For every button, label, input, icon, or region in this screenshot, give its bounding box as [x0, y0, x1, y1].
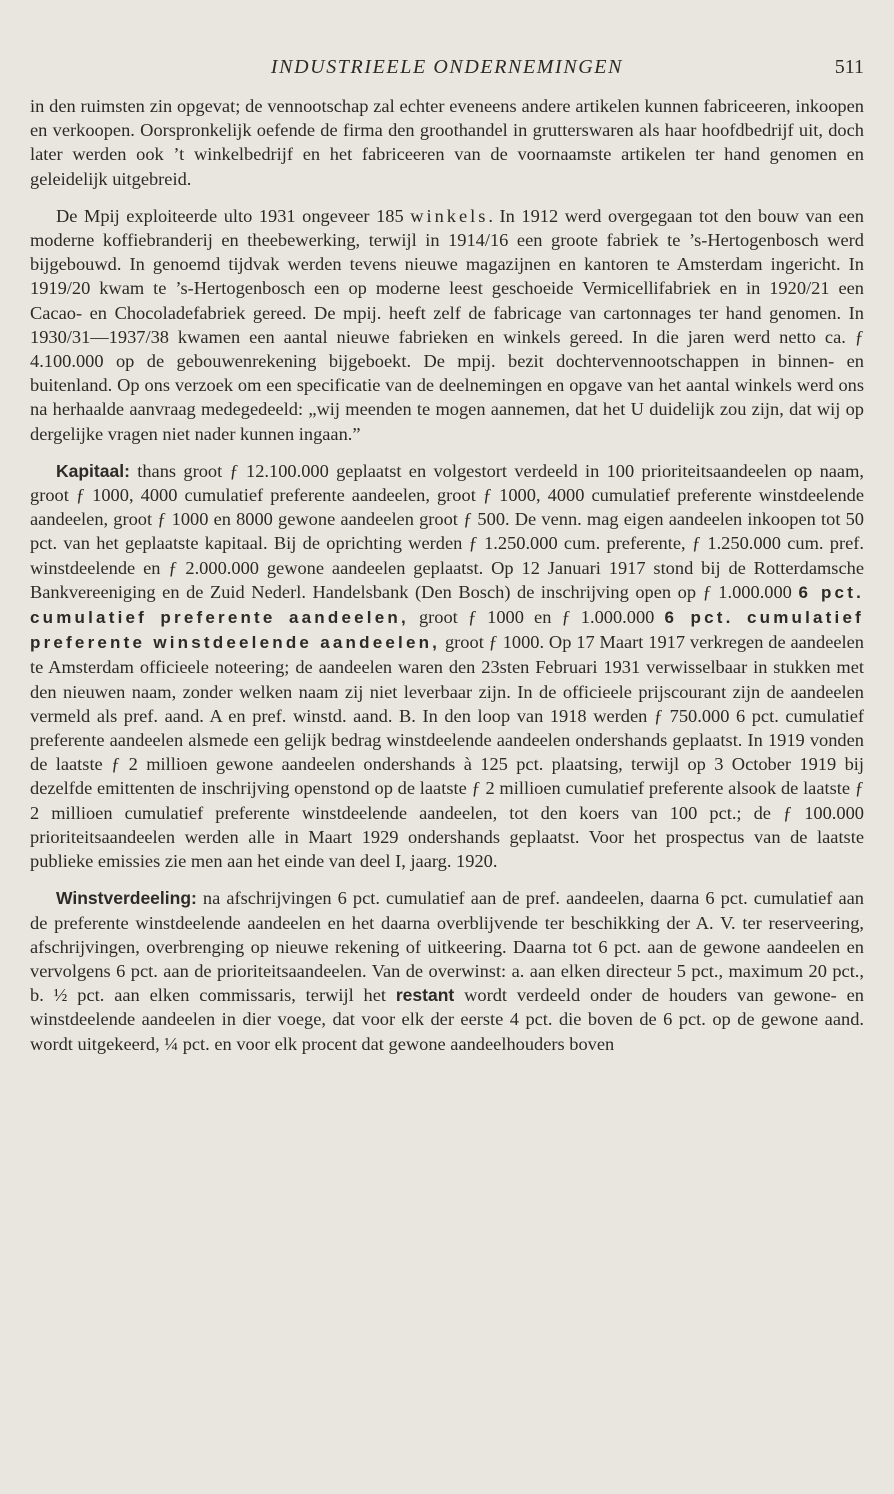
paragraph-text: na afschrijvingen 6 pct. cumulatief aan de pref. aandeelen, daarna 6 pct. cumulatief aan de preferente winstdeelende aandeelen en het daarna overblijvende ter beschikking der A. V. ter reserveering, afschrijvingen, overbrenging op nieuwe rekening of uitkeering. Daarna tot 6 pct. aan de gewone aandeelen en vervolgens 6 pct. aan de prioriteitsaandeelen. Van de overwinst: a. aan elken directeur 5 pct., maximum 20 pct., b. ½ pct. aan elken commissaris, terwijl het: [30, 888, 864, 1006]
paragraph-text: . In 1912 werd overgegaan tot den bouw van een moderne koffiebranderij en theebewerking, terwijl in 1914/16 een groote fabriek te ’s-Hertogenbosch werd bijgebouwd. In genoemd tijdvak werden tevens nieuwe magazijnen en kantoren te Amsterdam ingericht. In 1919/20 kwam te ’s-Hertogenbosch een op moderne leest geschoeide Vermicellifabriek en in 1920/21 een Cacao- en Chocoladefabriek gereed. De mpij. heeft zelf de fabricage van cartonnages ter hand genomen. In 1930/31—1937/38 kwamen een aantal nieuwe fabrieken en winkels gereed. In die jaren werd netto ca. ƒ 4.100.000 op de gebouwenrekening bijgeboekt. De mpij. bezit dochtervennootschappen in binnen- en buitenland. Op ons verzoek om een specificatie van de deelnemingen en opgave van het aantal winkels werd ons na herhaalde aanvraag medegedeeld: „wij meenden te mogen aannemen, dat het U duidelijk zou zijn, dat wij op dergelijke vragen niet nader kunnen ingaan.”: [30, 205, 865, 444]
paragraph-winstverdeeling: [30, 886, 864, 1055]
paragraph-kapitaal: [30, 459, 864, 873]
paragraph-text: De Mpij exploiteerde ulto 1931 ongeveer 185: [56, 205, 411, 226]
paragraph-text: groot ƒ 1000. Op 17 Maart 1917 verkregen de aandeelen te Amsterdam officieele noteering; de aandeelen waren den 23sten Februari 1931 verwisselbaar in stukken met den nieuwen naam, zonder welken naam zij niet leverbaar zijn. In de officieele prijscourant zijn de aandeelen vermeld als pref. aand. A en pref. winstd. aand. B. In den loop van 1918 werden ƒ 750.000 6 pct. cumulatief preferente aandeelen alsmede een gelijk bedrag winstdeelende aandeelen ondershands geplaatst. In 1919 vonden de laatste ƒ 2 millioen gewone aandeelen ondershands à 125 pct. plaatsing, terwijl op 3 October 1919 bij dezelfde emittenten de inschrijving openstond op de laatste ƒ 2 millioen cumulatief preferente alsook de laatste ƒ 2 millioen cumulatief preferente winstdeelende aandeelen, tot den koers van 100 pct.; de ƒ 100.000 prioriteitsaandeelen werden alle in Maart 1929 ondershands geplaatst. Voor het prospectus van de laatste publieke emissies zie men aan het einde van deel I, jaarg. 1920.: [30, 632, 864, 872]
page-body: [30, 94, 864, 1056]
running-title: INDUSTRIEELE ONDERNEMINGEN: [270, 56, 624, 78]
section-label-kapitaal: Kapitaal:: [56, 460, 130, 481]
emphasis-spaced: winkels: [410, 205, 489, 226]
section-label-winstverdeeling: Winstverdeeling:: [56, 888, 197, 909]
paragraph-history: [30, 204, 864, 446]
paragraph-text: thans groot ƒ 12.100.000 geplaatst en volgestort verdeeld in 100 prioriteitsaandeelen op naam, groot ƒ 1000, 4000 cumulatief preferente aandeelen, groot ƒ 1000, 4000 cumulatief preferente winstdeelende aandeelen, groot ƒ 1000 en 8000 gewone aandeelen groot ƒ 500. De venn. mag eigen aandeelen inkoopen tot 50 pct. van het geplaatste kapitaal. Bij de oprichting werden ƒ 1.250.000 cum. preferente, ƒ 1.250.000 cum. pref. winstdeelende en ƒ 2.000.000 gewone aandeelen geplaatst. Op 12 Januari 1917 stond bij de Rotterdamsche Bankvereeniging en de Zuid Nederl. Handelsbank (Den Bosch) de inschrijving open op ƒ 1.000.000: [30, 460, 864, 602]
paragraph-text: wordt verdeeld onder de houders van gewone- en winstdeelende aandeelen in dier voege, dat voor elk der eerste 4 pct. die boven de 6 pct. op de gewone aand. wordt uitgekeerd, ¼ pct. en voor elk procent dat gewone aandeelhouders boven: [30, 985, 864, 1054]
page-header: [30, 56, 864, 86]
paragraph-text: groot ƒ 1000 en ƒ 1.000.000: [408, 607, 665, 628]
emphasis-bold: restant: [395, 985, 455, 1006]
emphasis-spaced: 6 pct. cumulatief preferente aandeelen,: [30, 582, 864, 628]
paragraph-activities: [30, 94, 864, 191]
emphasis-spaced: 6 pct. cumulatief preferente winstdeelende aandeelen,: [30, 608, 864, 653]
page-number: 511: [834, 56, 864, 78]
paragraph-text: in den ruimsten zin opgevat; de vennootschap zal echter eveneens andere artikelen kunnen fabriceeren, inkoopen en verkoopen. Oorspronkelijk oefende de firma den groothandel in grutterswaren als haar hoofdbedrijf uit, doch later werden ook ’t winkelbedrijf en het fabriceeren van de voornaamste artikelen ter hand genomen en geleidelijk uitgebreid.: [30, 96, 864, 189]
